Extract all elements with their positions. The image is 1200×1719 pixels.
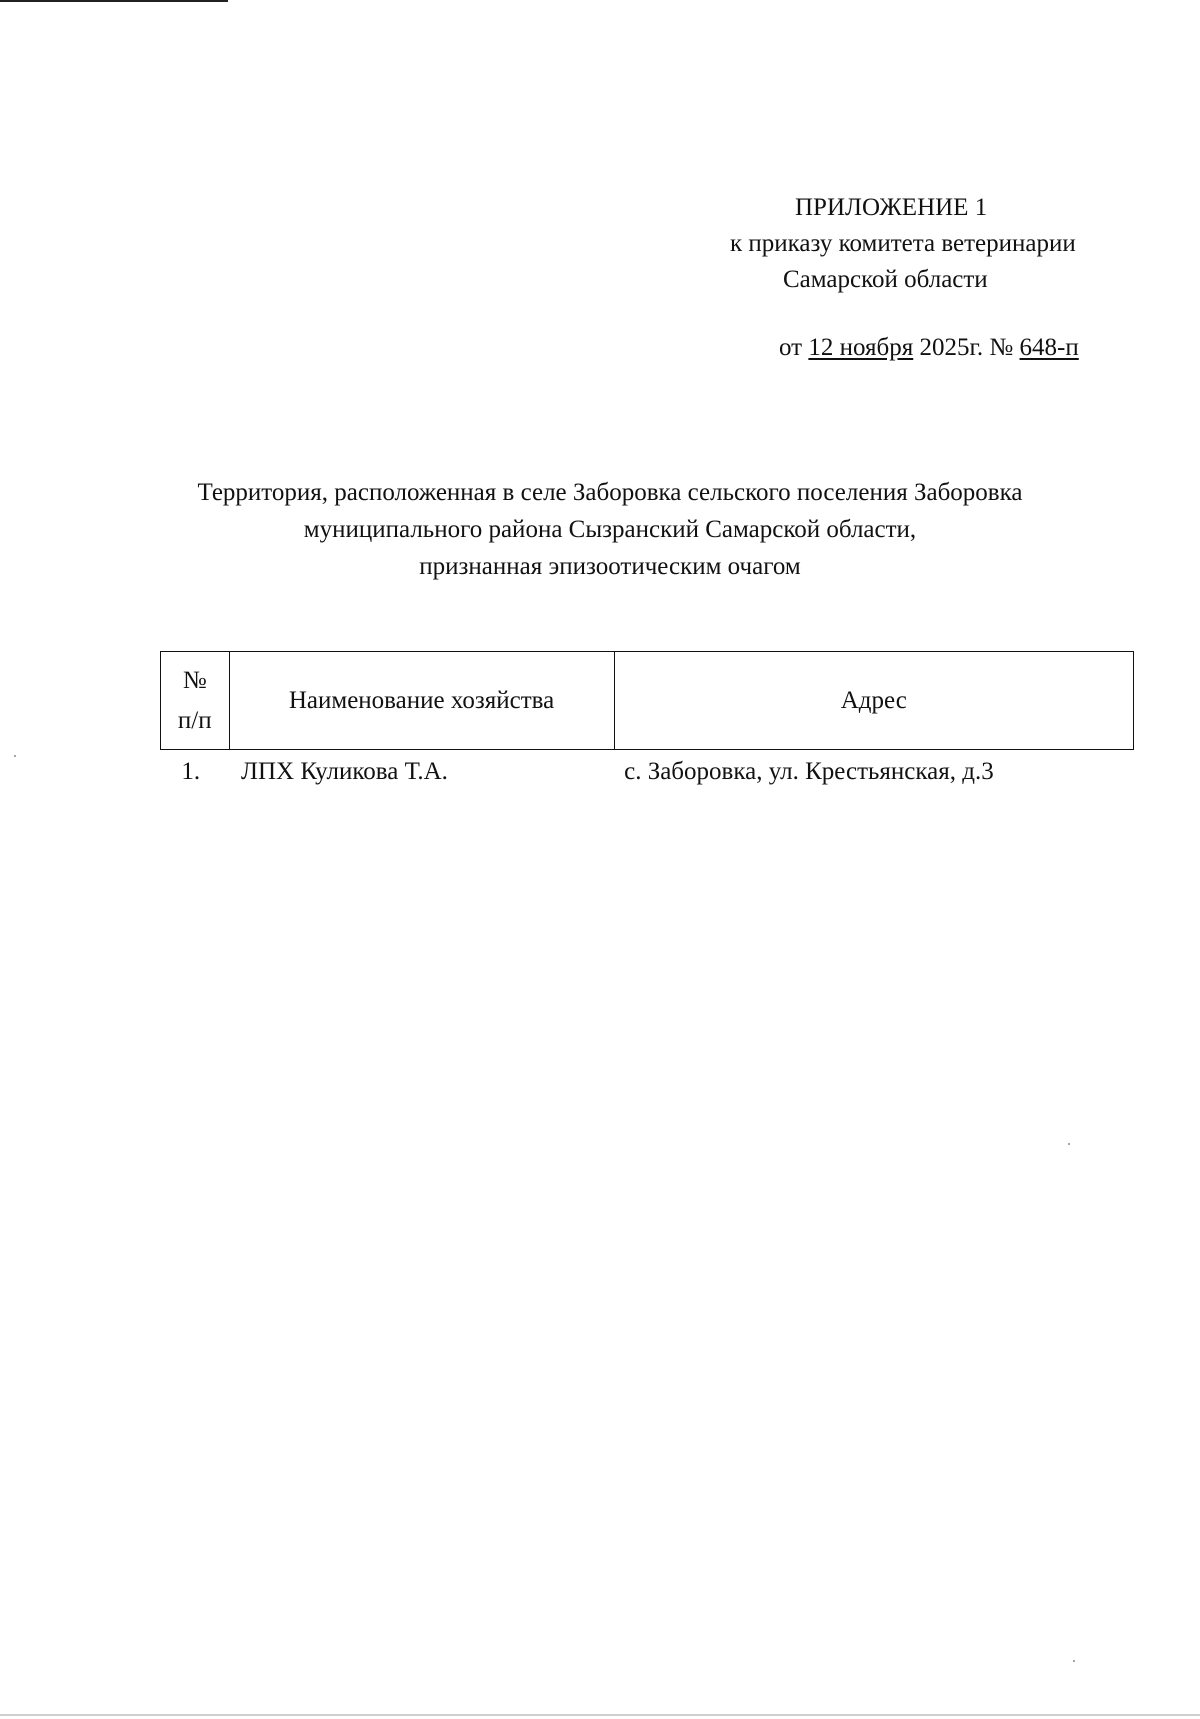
row-address: с. Заборовка, ул. Крестьянская, д.3: [624, 758, 994, 785]
heading-line-1: Территория, расположенная в селе Заборовка сельского поселения Заборовка: [197, 479, 1023, 506]
header-number: [161, 652, 230, 750]
row-number: 1.: [181, 758, 201, 785]
appendix-region: Самарской области: [783, 266, 988, 293]
order-date: 12 ноября: [808, 334, 914, 361]
table-row: [161, 750, 1134, 787]
scan-speck: [14, 755, 16, 757]
order-year: 2025г.: [919, 334, 984, 361]
order-number: 648-п: [1019, 334, 1079, 361]
header-number-abbrev: п/п: [177, 706, 212, 734]
heading-line-2: муниципального района Сызранский Самарской области,: [303, 516, 917, 543]
header-address: Адрес: [614, 652, 1133, 750]
scan-edge-bottom: [0, 1714, 1200, 1716]
row-farm-name: ЛПХ Куликова Т.А.: [241, 758, 448, 785]
scan-speck: [1068, 1143, 1070, 1145]
header-farm-name: Наименование хозяйства: [229, 652, 614, 750]
order-number-sign: №: [989, 334, 1014, 361]
appendix-order-reference: к приказу комитета ветеринарии: [730, 230, 1076, 257]
table-header-row: [161, 652, 1134, 750]
farm-table: [160, 651, 1134, 786]
order-date-number: [779, 330, 1079, 365]
scan-speck: [1073, 1660, 1075, 1662]
appendix-title: ПРИЛОЖЕНИЕ 1: [795, 194, 988, 221]
heading-line-3: признанная эпизоотическим очагом: [419, 553, 801, 580]
document-heading: [140, 474, 1080, 585]
header-number-sign: №: [182, 666, 207, 694]
scan-edge-top: [0, 0, 228, 2]
order-prefix: от: [779, 334, 803, 361]
